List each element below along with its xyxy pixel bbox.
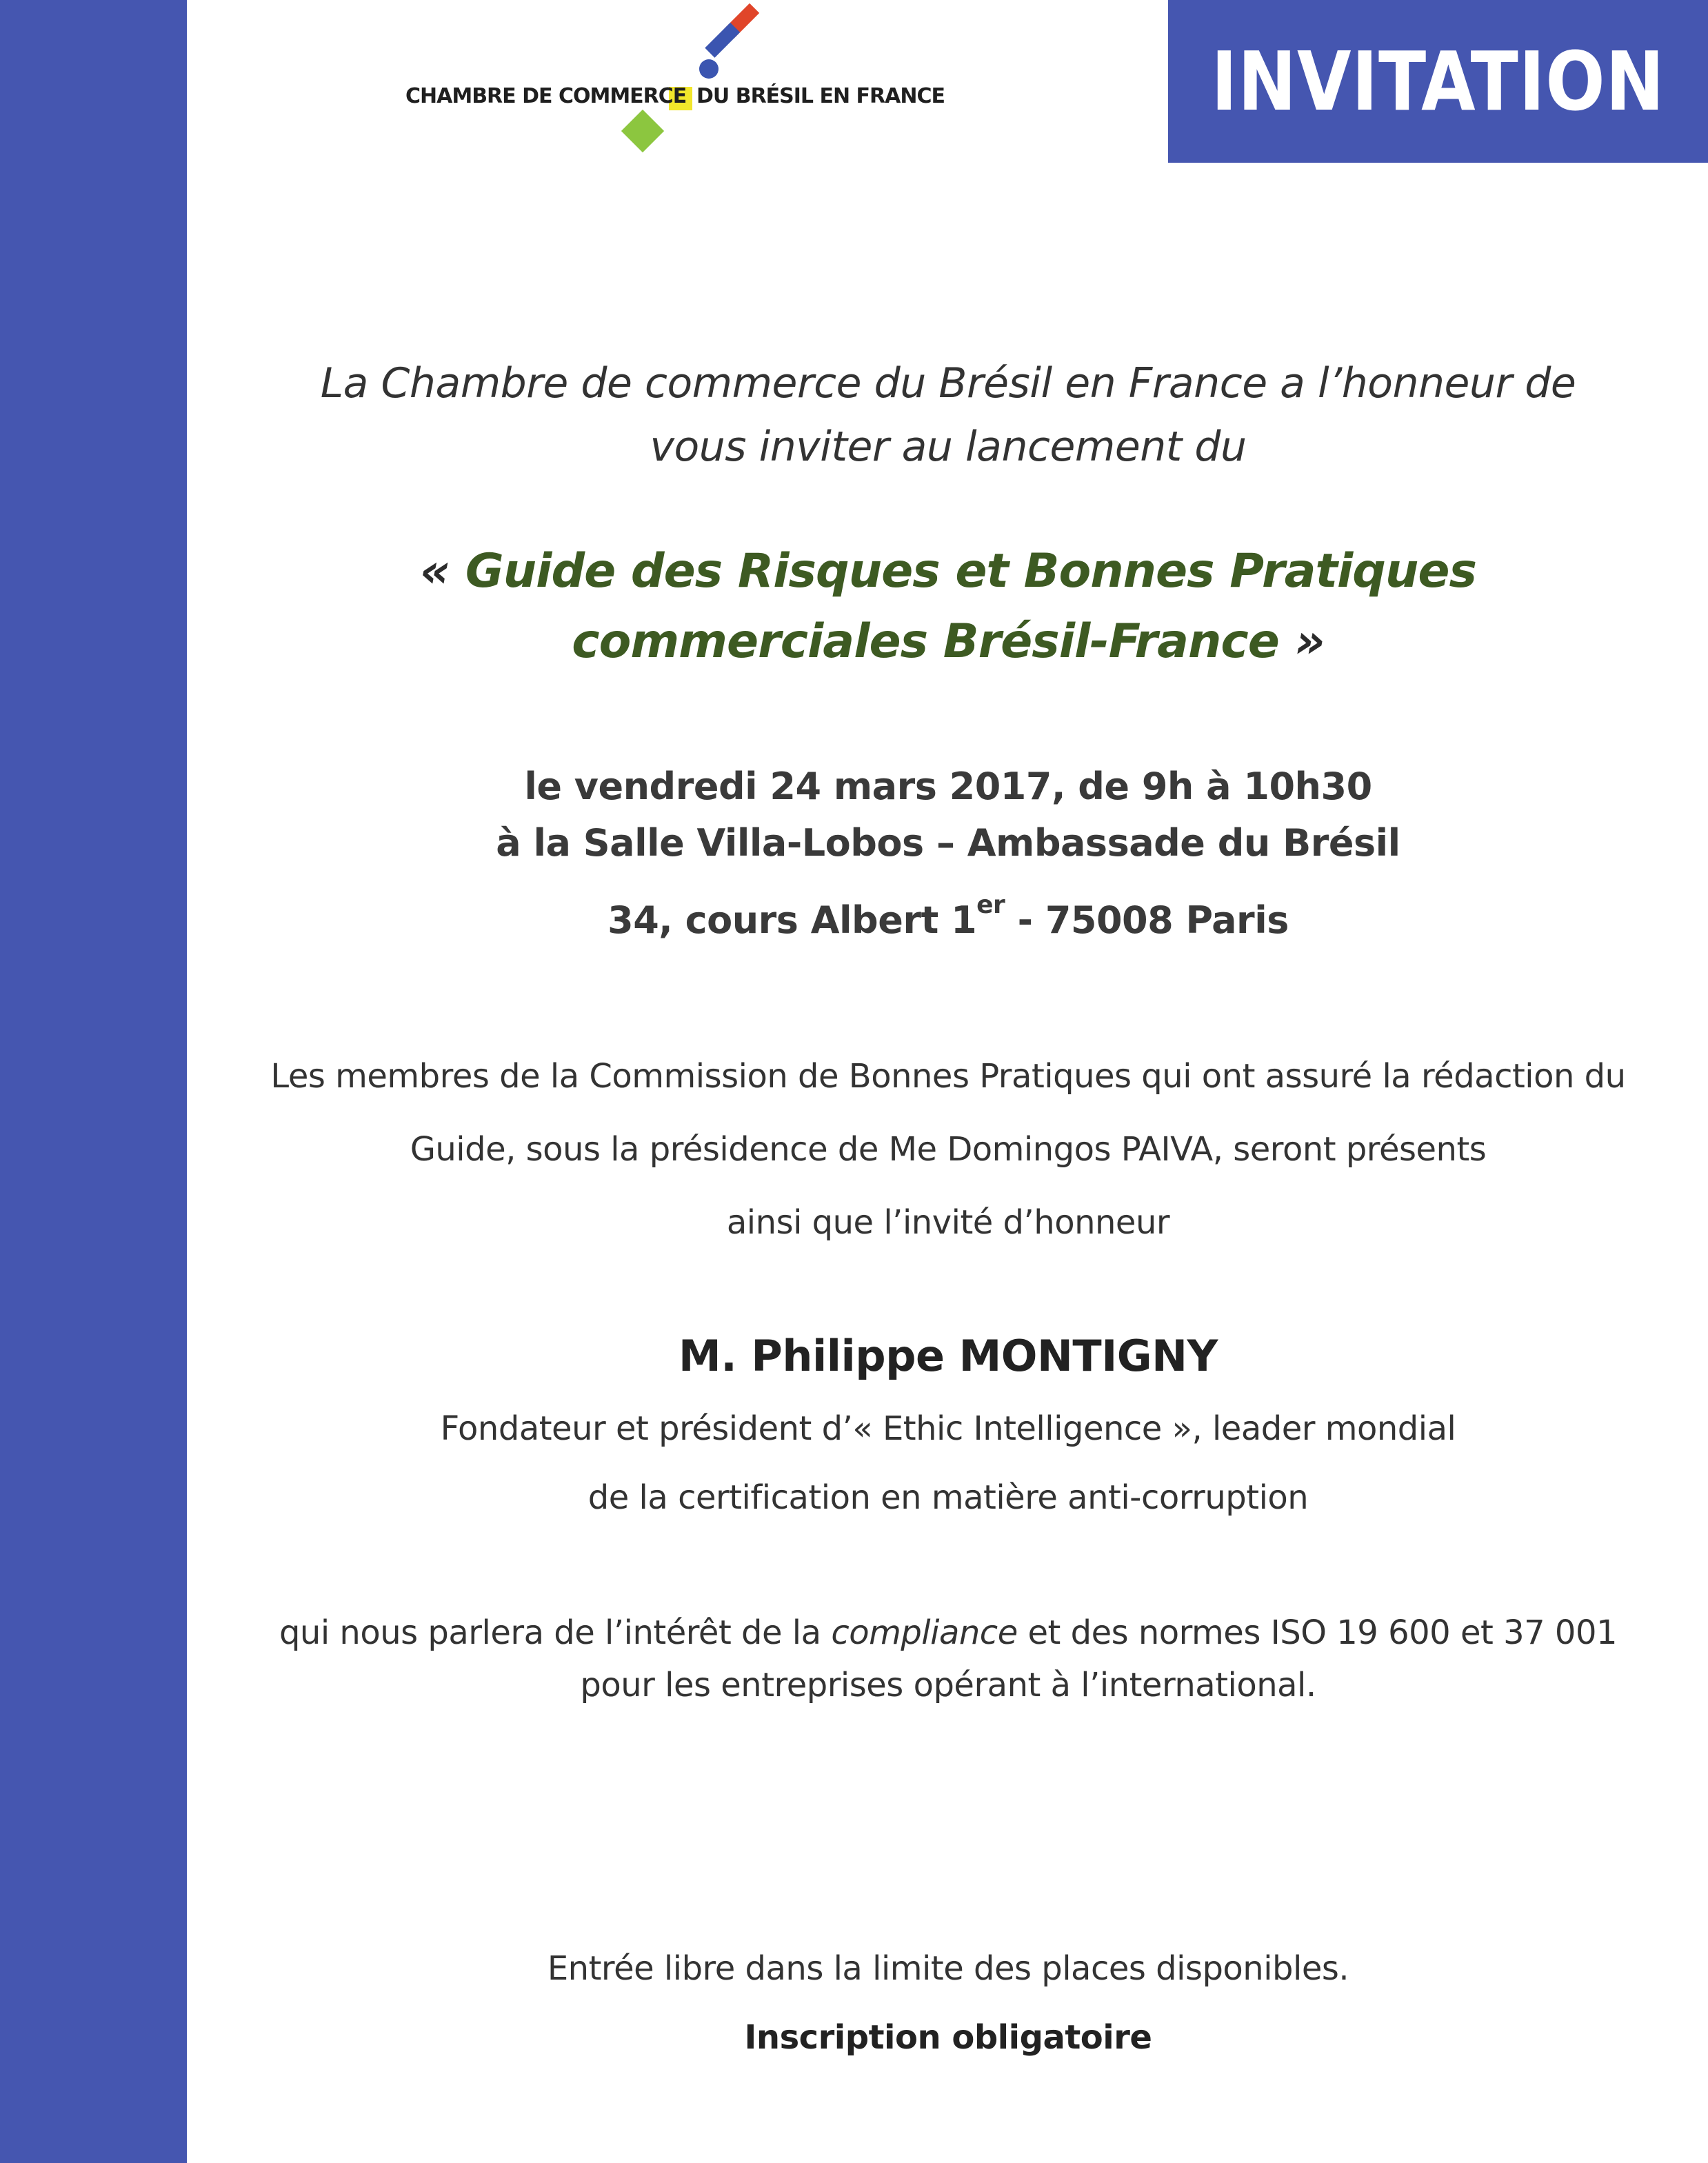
logo-blue-bar [705,23,740,58]
talk-compliance: compliance [831,1613,1018,1652]
members-line-3: ainsi que l’invité d’honneur [726,1203,1170,1242]
guide-title-part-2: commerciales Brésil-France [572,614,1279,669]
talk-line-2: pour les entreprises opérant à l’international. [580,1666,1316,1704]
members-line-1: Les membres de la Commission de Bonnes Pratiques qui ont assuré la rédaction du [270,1057,1626,1096]
talk-line-1-start: qui nous parlera de l’intérêt de la [279,1613,832,1652]
invitation-label: INVITATION [1211,34,1665,129]
intro-line-2: vous inviter au lancement du [650,423,1247,471]
address-street: 34, cours Albert 1 [607,898,977,942]
footer-notes [207,1934,1689,2072]
talk-line-1-end: et des normes ISO 19 600 et 37 001 [1017,1613,1618,1652]
logo-blue-dot [699,59,719,79]
invitation-banner [1168,0,1708,163]
guest-role [207,1394,1689,1532]
logo-green-diamond [621,110,664,152]
address-ordinal: er [976,891,1005,919]
event-details [207,758,1689,949]
event-date: le vendredi 24 mars 2017, de 9h à 10h30 [524,765,1372,808]
event-venue: à la Salle Villa-Lobos – Ambassade du Brésil [496,821,1400,865]
intro-text [207,352,1689,479]
open-quote: « [420,544,450,598]
talk-paragraph [207,1607,1689,1711]
members-paragraph [207,1040,1689,1259]
intro-line-1: La Chambre de commerce du Brésil en France a l’honneur de [320,359,1576,408]
entry-note: Entrée libre dans la limite des places disponibles. [547,1949,1349,1988]
chamber-logo [400,0,945,165]
talk-line-1 [207,1607,1689,1659]
address-city: - 75008 Paris [1005,898,1289,942]
left-accent-bar [0,0,187,2163]
guide-title-line-2 [207,607,1689,677]
guide-title-line-1 [207,536,1689,607]
guest-role-line-1: Fondateur et président d’« Ethic Intelligence », leader mondial [440,1409,1456,1448]
guest-role-line-2: de la certification en matière anti-corruption [587,1478,1309,1517]
logo-text-left: CHAMBRE DE COMMERCE [405,84,687,108]
guest-name: M. Philippe MONTIGNY [679,1331,1218,1381]
guide-title [207,536,1689,677]
logo-mark-icon [400,0,924,165]
registration-note: Inscription obligatoire [744,2018,1152,2057]
logo-text-right: DU BRÉSIL EN FRANCE [696,84,945,108]
members-line-2: Guide, sous la présidence de Me Domingos PAIVA, seront présents [410,1130,1487,1169]
event-address [207,884,1689,949]
guide-title-part-1: Guide des Risques et Bonnes Pratiques [465,544,1476,598]
close-quote: » [1294,614,1325,669]
